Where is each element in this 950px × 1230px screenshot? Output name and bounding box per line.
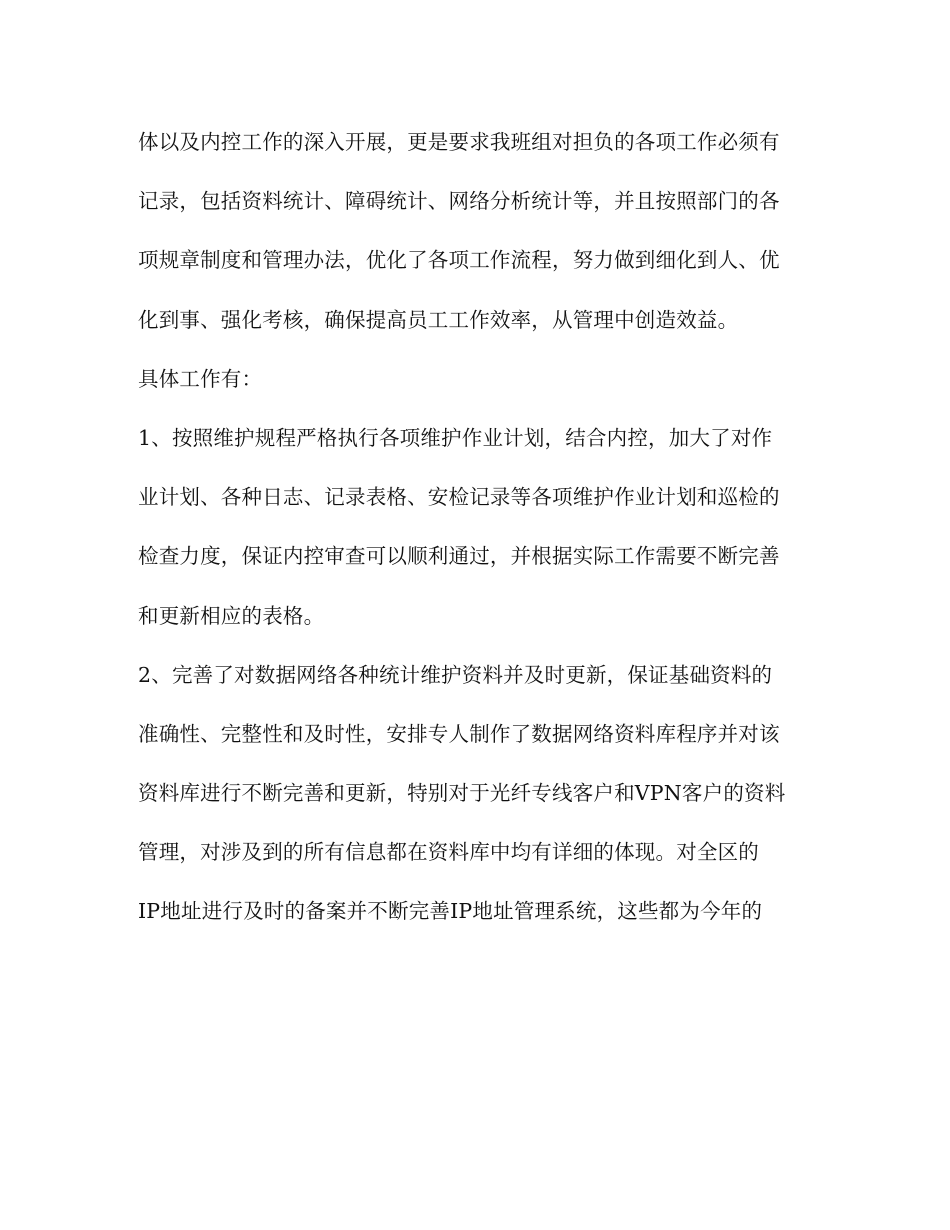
text-line: 和更新相应的表格。	[138, 603, 325, 628]
section-heading: 具体工作有：	[138, 366, 263, 391]
text-line: 业计划、各种日志、记录表格、安检记录等各项维护作业计划和巡检的	[138, 485, 780, 510]
text-line: 管理，对涉及到的所有信息都在资料库中均有详细的体现。对全区的	[138, 840, 759, 865]
text-line: 准确性、完整性和及时性，安排专人制作了数据网络资料库程序并对该	[138, 721, 780, 746]
text-line: 记录，包括资料统计、障碍统计、网络分析统计等，并且按照部门的各	[138, 189, 780, 214]
text-line: 体以及内控工作的深入开展，更是要求我班组对担负的各项工作必须有	[138, 130, 780, 154]
text-line: 项规章制度和管理办法，优化了各项工作流程，努力做到细化到人、优	[138, 248, 780, 273]
text-line: 1、按照维护规程严格执行各项维护作业计划，结合内控，加大了对作	[138, 425, 773, 450]
text-line: 化到事、强化考核，确保提高员工工作效率，从管理中创造效益。	[138, 307, 739, 332]
text-line: IP地址进行及时的备案并不断完善IP地址管理系统，这些都为今年的	[138, 899, 763, 924]
text-line: 检查力度，保证内控审查可以顺利通过，并根据实际工作需要不断完善	[138, 544, 780, 569]
text-line: 2、完善了对数据网络各种统计维护资料并及时更新，保证基础资料的	[138, 662, 773, 687]
text-line: 资料库进行不断完善和更新，特别对于光纤专线客户和VPN客户的资料	[138, 781, 786, 806]
body-text	[138, 120, 818, 949]
